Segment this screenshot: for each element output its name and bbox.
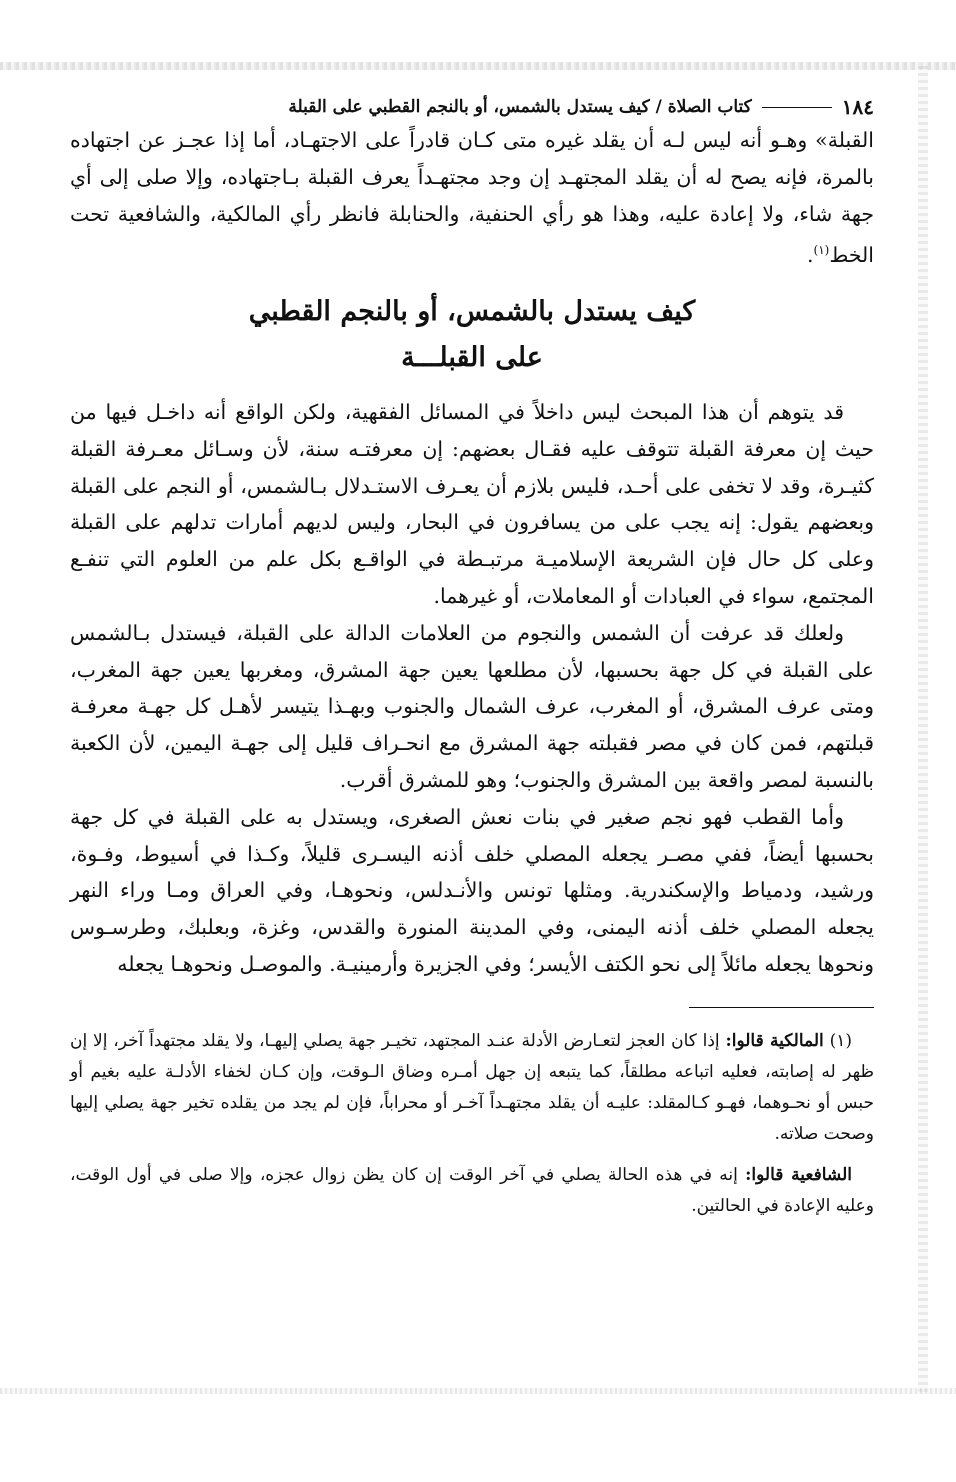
body-paragraph: ولعلك قد عرفت أن الشمس والنجوم من العلامات الدالة على القبلة، فيستدل بـالشمس على القبلة في كل جهة بحسبها، لأن مطلعها يعين جهة المشرق، ومغربها يعين جهة المغرب، ومتى عرف المشرق، أو المغرب، عرف الشمال والجنوب وبهـذا يتيسر لأهـل كل جهـة معرفـة قبلتهم، فمن كان في مصر فقبلته جهة المشرق مع انحـراف قليل إلى جهـة اليمين، لأن الكعبة بالنسبة لمصر واقعة بين المشرق والجنوب؛ وهو للمشرق أقرب. <box>70 620 874 792</box>
header-rule <box>762 107 832 108</box>
body-paragraph: وأما القطب فهو نجم صغير في بنات نعش الصغرى، ويستدل به على القبلة في كل جهة بحسبها أيضاً، ففي مصـر يجعله المصلي خلف أذنه اليسـرى قليلاً، وكـذا في أسيوط، وفـوة، ورشيد، ودمياط والإسكندرية. ومثلها تونس والأنـدلس، ونحوهـا، وفي العراق ومـا وراء النهر يجعله المصلي خلف أذنه اليمنى، وفي المدينة المنورة والقدس، وغزة، وبعلبك، وطرسـوس ونحوها يجعله مائلاً إلى نحو الكتف الأيسر؛ وفي الجزيرة وأرمينيـة. والموصـل ونحوهـا يجعله <box>70 804 874 976</box>
footnote-separator <box>689 1007 874 1008</box>
footnote-maliki <box>70 1026 874 1150</box>
footnote-label: المالكية قالوا: <box>725 1030 824 1051</box>
section-heading-line-1: كيف يستدل بالشمس، أو بالنجم القطبي <box>248 296 696 328</box>
intro-end: . <box>807 243 814 268</box>
footnote-text: إذا كان العجز لتعـارض الأدلة عنـد المجتهد، تخيـر جهة يصلي إليهـا، ولا يقلد مجتهداً آخر، إلا إن ظهر له إصابته، فعليه اتباعه مطلقاً، كما يتبعه إن جهل أمـره وضاق الـوقت، وإن كـان لخفاء الأدلـة عليه بغيم أو حبس أو نحـوهما، فهـو كـالمقلد: عليـه أن يقلد مجتهـداً آخـر أو محراباً، فإن لم يجد من يقلده تخير جهة يصلي إليها وصحت صلاته. <box>70 1030 874 1144</box>
running-header <box>70 92 874 122</box>
running-title: كتاب الصلاة / كيف يستدل بالشمس، أو بالنجم القطبي على القبلة <box>288 97 752 117</box>
scan-edge-top <box>0 62 956 70</box>
body-paragraph: قد يتوهم أن هذا المبحث ليس داخلاً في المسائل الفقهية، ولكن الواقع أنه داخـل فيها من حيث إن معرفة القبلة تتوقف عليه فقـال بعضهم: إن معرفتـه سنة، لأن وسـائل معـرفة القبلة كثيـرة، وقد لا تخفى على أحـد، فليس بلازم أن يعـرف الاستـدلال بـالشمس، أو النجم على القبلة وبعضهم يقول: إنه يجب على من يسافرون في البحار، وليس لديهم أمارات تدلهم على القبلة وعلى كل حال فإن الشريعة الإسلاميـة مرتبـطة في الواقـع بكل علم من العلوم التي تنفـع المجتمع، سواء في العبادات أو المعاملات، أو غيرهما. <box>70 400 874 608</box>
footnote-marker: (١) <box>829 1030 853 1051</box>
section-heading-line-2: على القبلـــة <box>401 342 543 374</box>
intro-text: القبلة» وهـو أنه ليس لـه أن يقلد غيره متى كـان قادراً على الاجتهـاد، أما إذا عجـز عن اجتهاده بالمرة، فإنه يصح له أن يقلد المجتهـد إن وجد مجتهـداً يعرف القبلة بـاجتهاده، وإلا صلى إلى أي جهة شاء، ولا إعادة عليه، وهذا هو رأي الحنفية، والحنابلة فانظر رأي المالكية، والشافعية تحت الخط <box>70 128 874 268</box>
footnote-reference[interactable]: (١) <box>813 243 830 258</box>
intro-paragraph <box>70 122 874 274</box>
scan-edge-right <box>918 62 928 1392</box>
page-number: ١٨٤ <box>841 95 874 119</box>
scan-edge-bottom <box>0 1388 956 1394</box>
footnote-text: إنه في هذه الحالة يصلي في آخر الوقت إن كان يظن زوال عجزه، وإلا صلى في أول الوقت، وعليه الإعادة في الحالتين. <box>70 1164 874 1216</box>
footnote-label: الشافعية قالوا: <box>745 1164 852 1185</box>
footnote-shafii <box>70 1160 874 1222</box>
